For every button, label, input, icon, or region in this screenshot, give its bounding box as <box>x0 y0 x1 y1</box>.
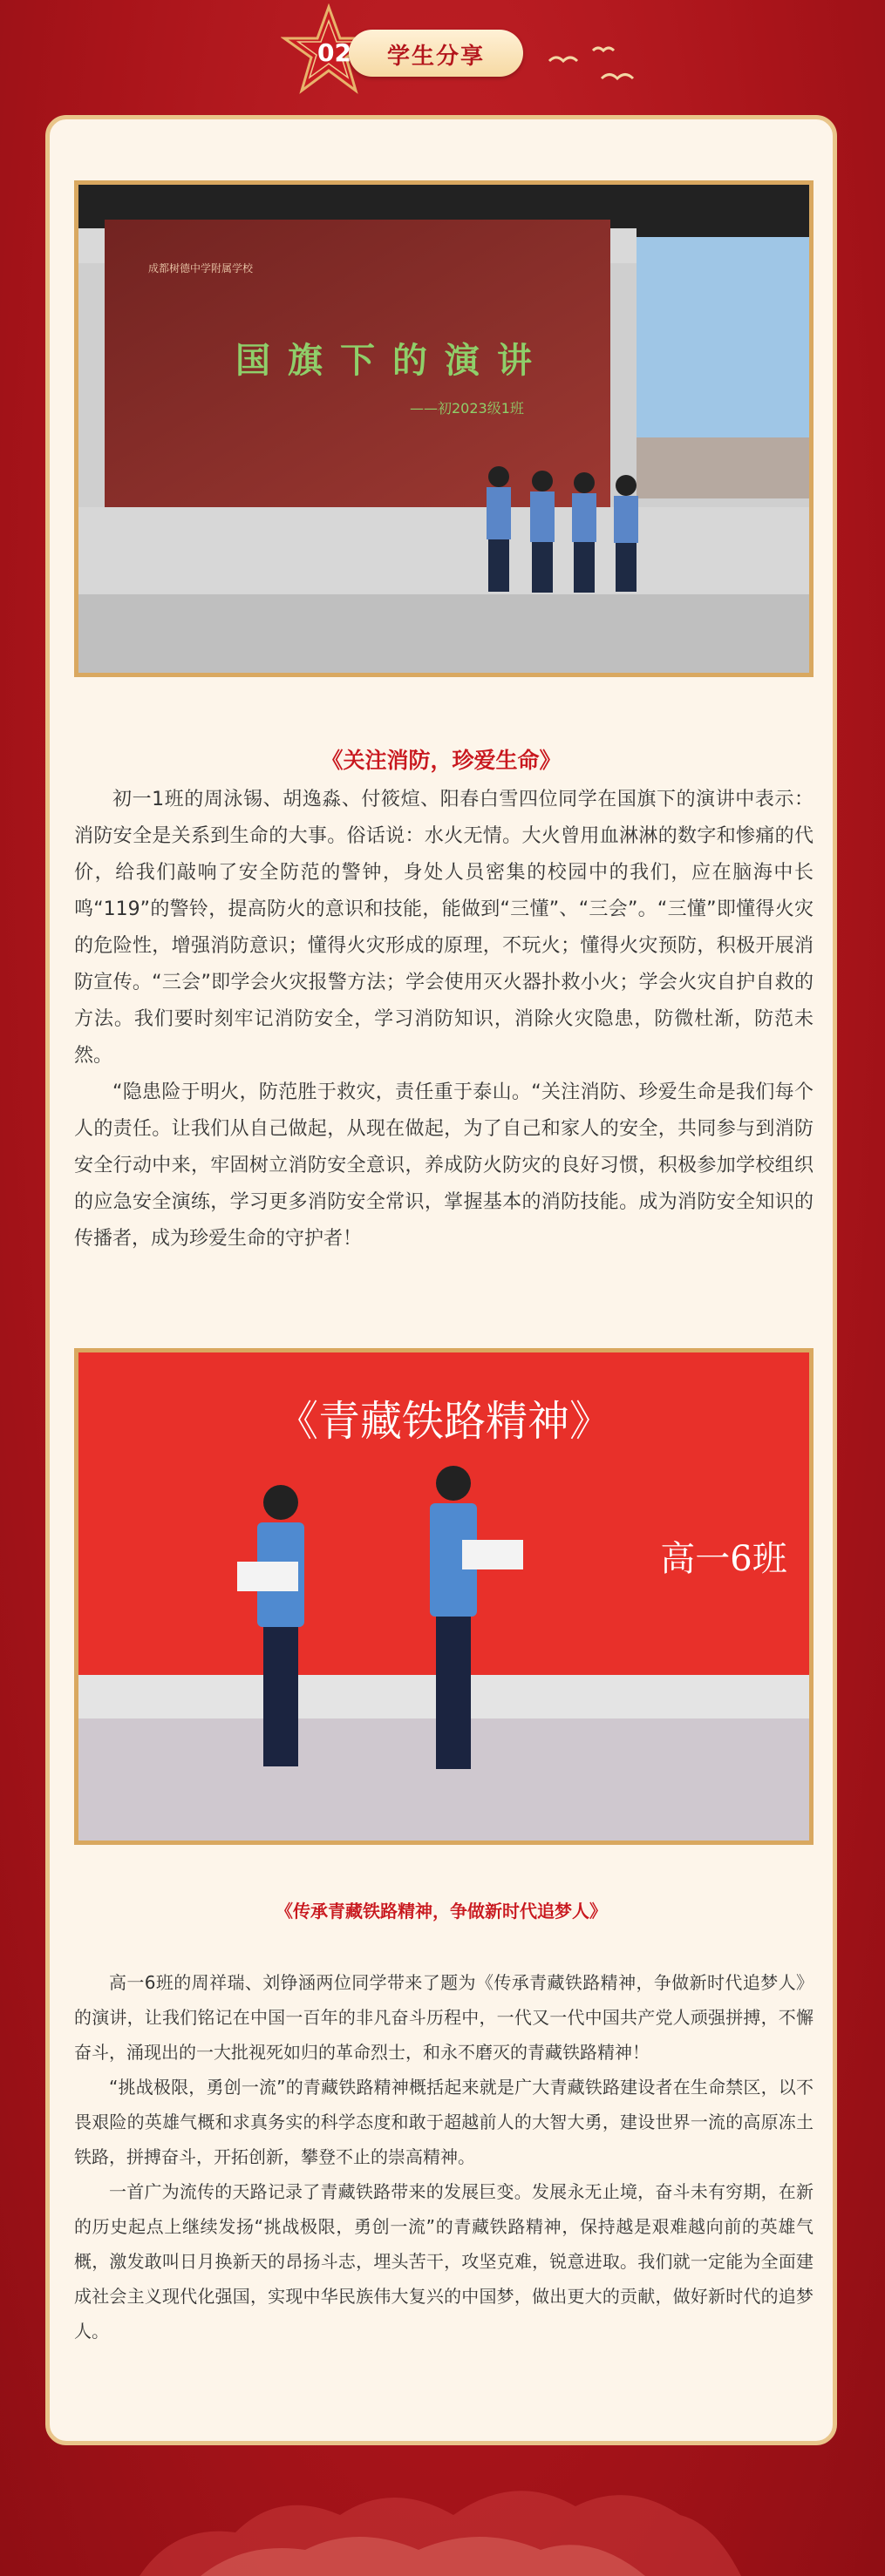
banner-subtitle: ——初2023级1班 <box>410 400 524 417</box>
section-title-pill <box>349 30 523 77</box>
section1-paragraph: “隐患险于明火，防范胜于救灾，责任重于泰山。“关注消防、珍爱生命是我们每个人的责任。让我们从自己做起，从现在做起，为了自己和家人的安全，共同参与到消防安全行动中来，牢固树立消防安全意识，养成防火防灾的良好习惯，积极参加学校组织的应急安全演练，学习更多消防安全常识，掌握基本的消防技能。成为消防安全知识的传播者，成为珍爱生命的守护者！ <box>74 1081 814 1250</box>
section2-paragraph: 一首广为流传的天路记录了青藏铁路带来的发展巨变。发展永无止境，奋斗未有穷期，在新的历史起点上继续发扬“挑战极限，勇创一流”的青藏铁路精神，保持越是艰难越向前的英雄气概，激发敢叫日月换新天的昂扬斗志，埋头苦干，攻坚克难，锐意进取。我们就一定能为全面建成社会主义现代化强国，实现中华民族伟大复兴的中国梦，做出更大的贡献，做好新时代的追梦人。 <box>74 2181 814 2342</box>
speech-photo-2 <box>74 1348 814 1845</box>
section-title: 学生分享 <box>387 44 486 70</box>
speech-photo-1 <box>74 180 814 677</box>
section-header <box>0 0 885 113</box>
speech-photo-1-image <box>78 185 809 673</box>
section2-paragraph: 高一6班的周祥瑞、刘铮涵两位同学带来了题为《传承青藏铁路精神，争做新时代追梦人》的演讲，让我们铭记在中国一百年的非凡奋斗历程中，一代又一代中国共产党人顽强拼搏，不懈奋斗，涌现出的一大批视死如归的革命烈士，和永不磨灭的青藏铁路精神！ <box>74 1972 814 2063</box>
section1-body <box>74 782 814 1257</box>
content-card <box>45 115 837 2445</box>
banner-school-name: 成都树德中学附属学校 <box>148 262 254 275</box>
section2-paragraph: “挑战极限，勇创一流”的青藏铁路精神概括起来就是广大青藏铁路建设者在生命禁区，以不畏艰险的英雄气概和求真务实的科学态度和敢于超越前人的大智大勇，建设世界一流的高原冻土铁路，拼搏奋斗，开拓创新，攀登不止的崇高精神。 <box>74 2077 814 2167</box>
banner-title-2: 《青藏铁路精神》 <box>276 1397 612 1446</box>
section1-paragraph: 初一1班的周泳锡、胡逸淼、付筱煊、阳春白雪四位同学在国旗下的演讲中表示：消防安全是关系到生命的大事。俗话说：水火无情。大火曾用血淋淋的数字和惨痛的代价，给我们敲响了安全防范的警钟，身处人员密集的校园中的我们，应在脑海中长鸣“119”的警铃，提高防火的意识和技能，能做到“三懂”、“三会”。“三懂”即懂得火灾的危险性，增强消防意识；懂得火灾形成的原理，不玩火；懂得火灾预防，积极开展消防宣传。“三会”即学会火灾报警方法；学会使用灭火器扑救小火；学会火灾自护自救的方法。我们要时刻牢记消防安全，学习消防知识，消除火灾隐患，防微杜渐，防范未然。 <box>74 789 814 1067</box>
banner-title: 国旗下的演讲 <box>235 340 549 381</box>
birds-icon <box>532 35 645 96</box>
banner-class-2: 高一6班 <box>660 1539 787 1579</box>
section2-title: 《传承青藏铁路精神，争做新时代追梦人》 <box>276 1901 607 1922</box>
section-number: 02 <box>317 38 351 67</box>
section1-title: 《关注消防，珍爱生命》 <box>321 748 562 773</box>
section2-body <box>74 1965 814 2349</box>
footer-cloud-decoration <box>0 2457 885 2576</box>
speech-photo-2-image <box>78 1352 809 1840</box>
